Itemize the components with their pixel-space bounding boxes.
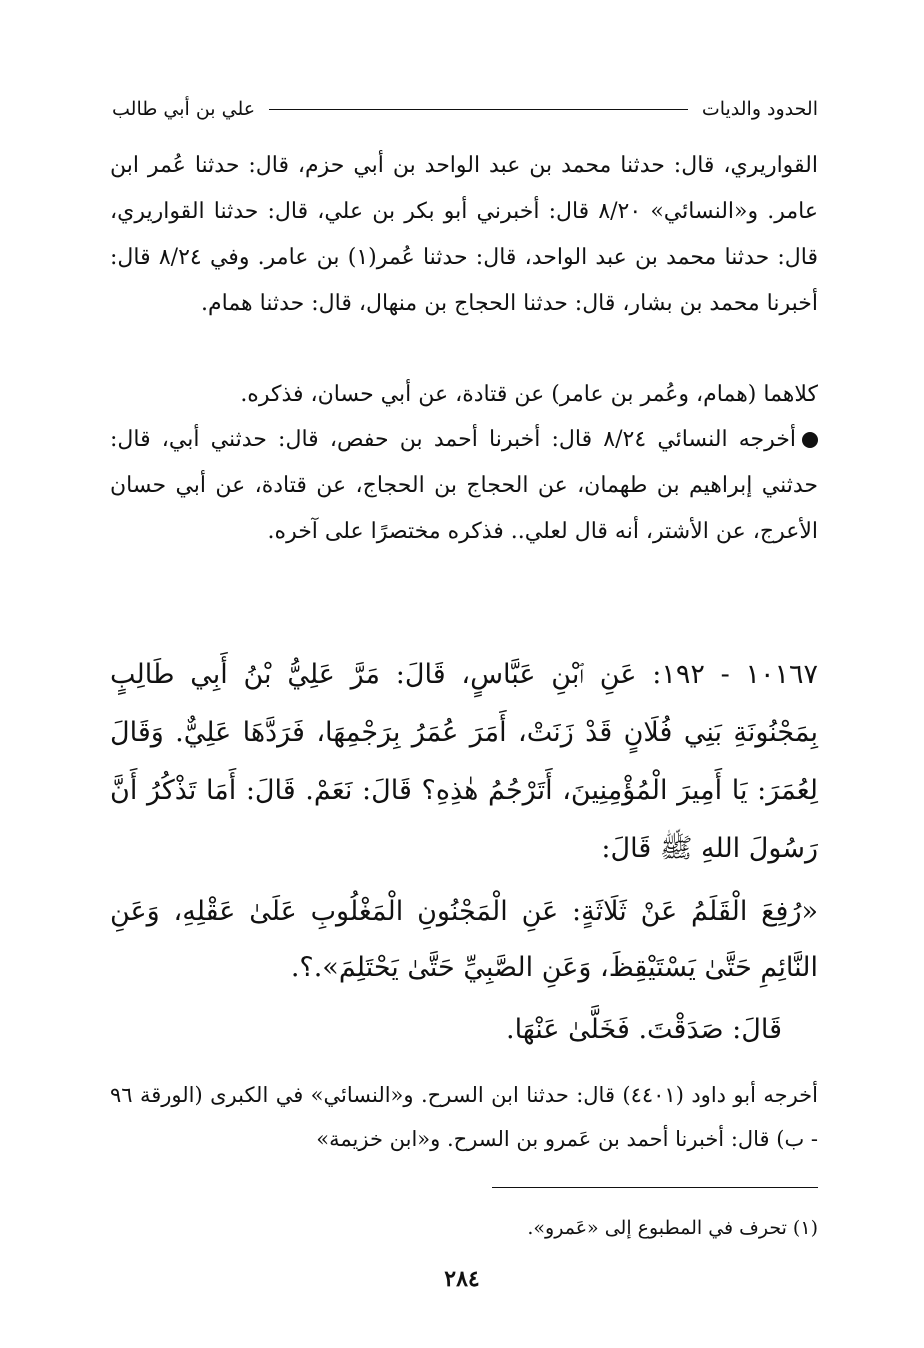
paragraph-nasai	[110, 417, 818, 555]
footnote: (١) تحرف في المطبوع إلى «عَمرو».	[527, 1217, 818, 1239]
header-rule	[269, 109, 688, 110]
bullet-icon	[802, 432, 818, 448]
footnote-rule	[492, 1187, 818, 1188]
paragraph-text: كلاهما (همام، وعُمر بن عامر) عن قتادة، عن أبي حسان، فذكره.	[240, 382, 818, 407]
takhrij-paragraph	[110, 1073, 818, 1161]
hadith-body: ١٠١٦٧ - ١٩٢: عَنِ ٱبْنِ عَبَّاسٍ، قَالَ: مَرَّ عَلِيُّ بْنُ أَبِي طَالِبٍ بِمَجْنُونَةِ بَنِي فُلَانٍ قَدْ زَنَتْ، أَمَرَ عُمَرُ بِرَجْمِهَا، فَرَدَّهَا عَلِيٌّ. وَقَالَ لِعُمَرَ: يَا أَمِيرَ الْمُؤْمِنِينَ، أَتَرْجُمُ هٰذِهِ؟ قَالَ: نَعَمْ. قَالَ: أَمَا تَذْكُرُ أَنَّ رَسُولَ اللهِ ﷺ قَالَ:	[110, 659, 818, 864]
paragraph-text: أخرجه النسائي ٨/٢٤ قال: أخبرنا أحمد بن حفص، قال: حدثني أبي، قال: حدثني إبراهيم بن طهمان، عن الحجاج بن الحجاج، عن قتادة، عن أبي حسان الأعرج، عن الأشتر، أنه قال لعلي.. فذكره مختصرًا على آخره.	[110, 427, 818, 544]
running-header	[112, 92, 818, 126]
header-section-title: علي بن أبي طالب	[112, 98, 256, 120]
hadith-quote	[110, 884, 818, 996]
paragraph-body	[110, 417, 818, 555]
paragraph-text: القواريري، قال: حدثنا محمد بن عبد الواحد بن أبي حزم، قال: حدثنا عُمر ابن عامر. و«النسائي» ٨/٢٠ قال: أخبرني أبو بكر بن علي، قال: حدثنا القواريري، قال: حدثنا محمد بن عبد الواحد، قال: حدثنا عُمر(١) بن عامر. وفي ٨/٢٤ قال: أخبرنا محمد بن بشار، قال: حدثنا الحجاج بن منهال، قال: حدثنا همام.	[110, 153, 819, 316]
paragraph-both	[110, 372, 818, 418]
hadith-reply	[110, 1002, 818, 1058]
hadith-quote-text: «رُفِعَ الْقَلَمُ عَنْ ثَلَاثَةٍ: عَنِ الْمَجْنُونِ الْمَغْلُوبِ عَلَىٰ عَقْلِهِ، وَعَنِ النَّائِمِ حَتَّىٰ يَسْتَيْقِظَ، وَعَنِ الصَّبِيِّ حَتَّىٰ يَحْتَلِمَ».؟.	[110, 896, 818, 983]
takhrij-text: أخرجه أبو داود (٤٤٠١) قال: حدثنا ابن السرح. و«النسائي» في الكبرى (الورقة ٩٦ - ب) قال: أخبرنا أحمد بن عَمرو بن السرح. و«ابن خزيمة»	[110, 1083, 818, 1151]
hadith-text	[110, 646, 818, 878]
header-chapter-title: الحدود والديات	[701, 98, 818, 120]
paragraph-chains	[110, 143, 818, 327]
hadith-reply-text: قَالَ: صَدَقْتَ. فَخَلَّىٰ عَنْهَا.	[506, 1014, 782, 1045]
page-number: ٢٨٤	[444, 1266, 480, 1292]
